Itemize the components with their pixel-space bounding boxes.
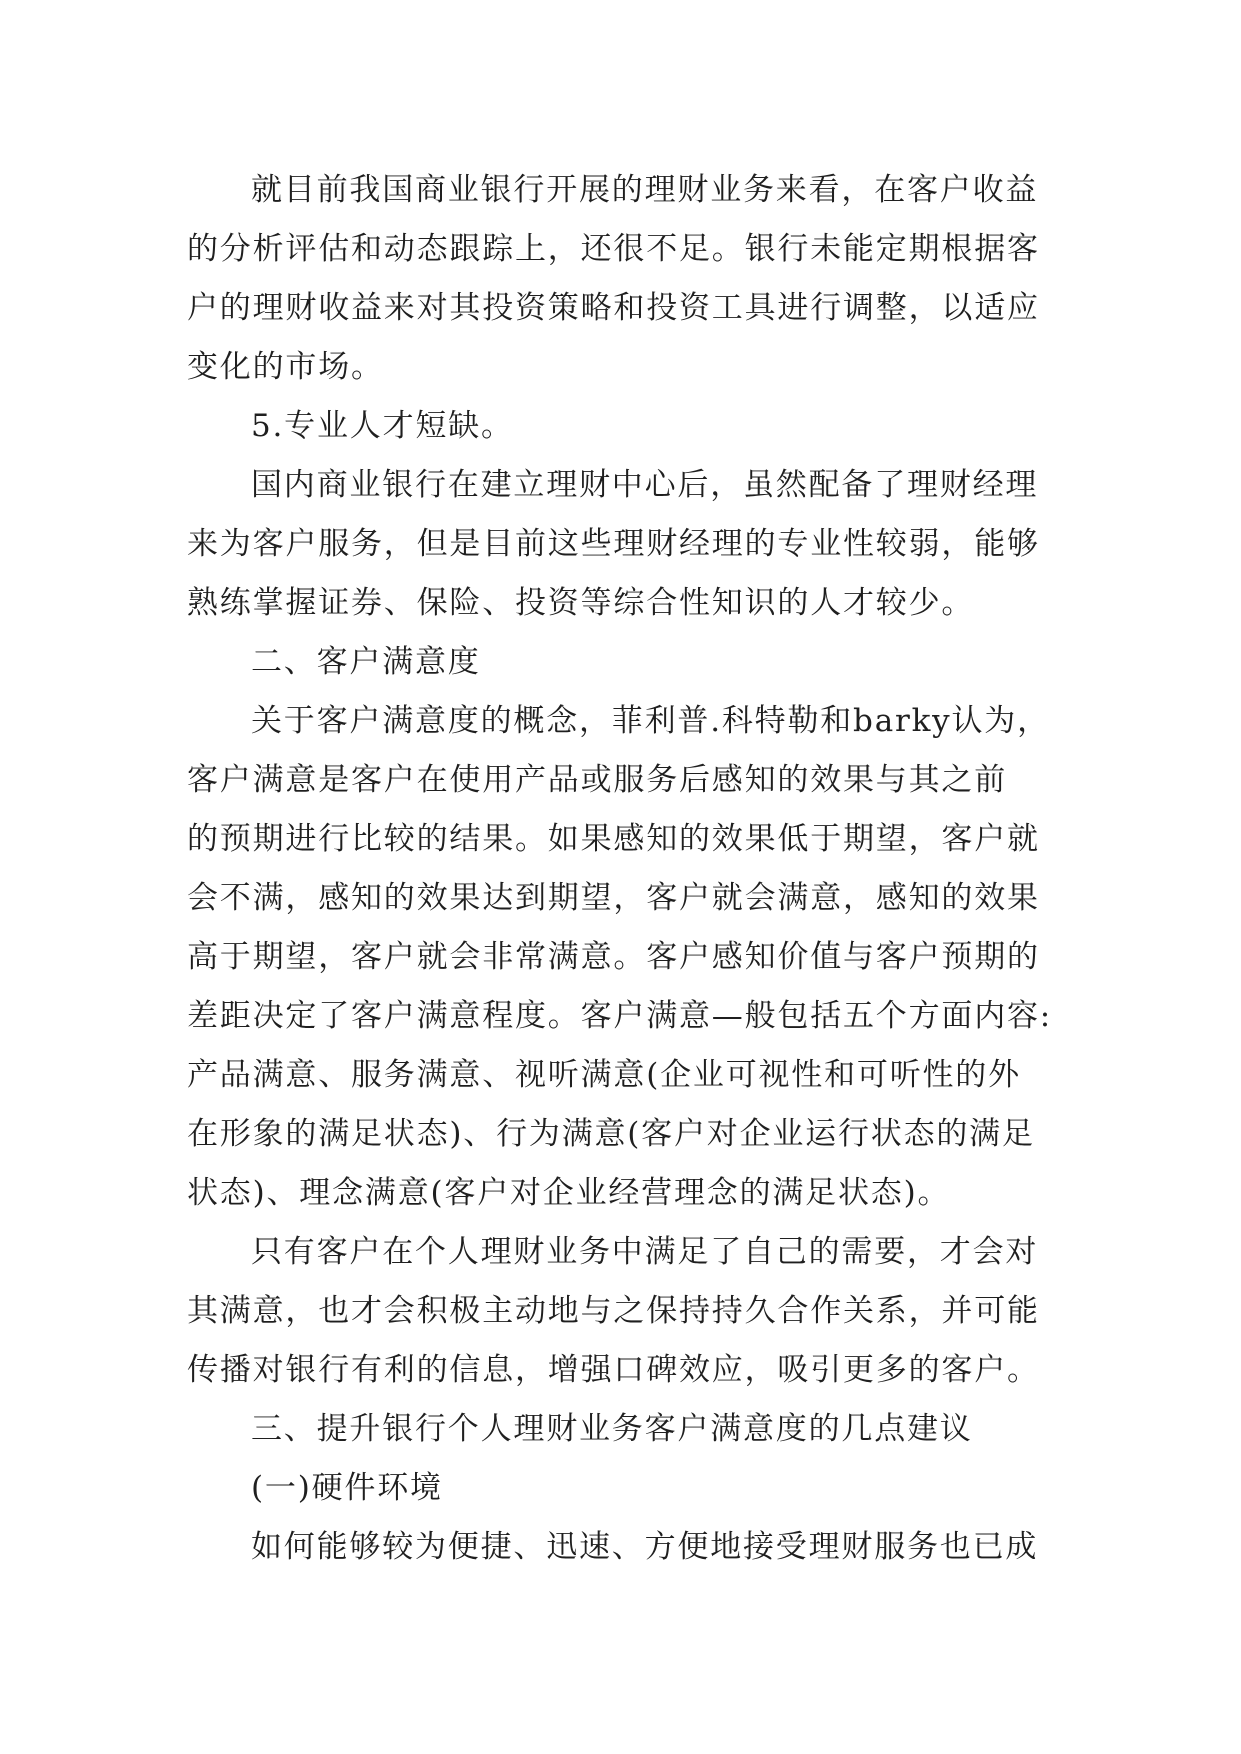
- text-line: 差距决定了客户满意程度。客户满意—般包括五个方面内容:: [187, 998, 1053, 1034]
- text-line: 就目前我国商业银行开展的理财业务来看，在客户收益: [251, 172, 1039, 208]
- text-line: 状态)、理念满意(客户对企业经营理念的满足状态)。: [187, 1175, 951, 1211]
- text-line: 户的理财收益来对其投资策略和投资工具进行调整，以适应: [187, 290, 1040, 326]
- text-line: 熟练掌握证券、保险、投资等综合性知识的人才较少。: [187, 585, 975, 621]
- text-line: 如何能够较为便捷、迅速、方便地接受理财服务也已成: [251, 1529, 1039, 1565]
- text-line: 的分析评估和动态跟踪上，还很不足。银行未能定期根据客: [187, 231, 1040, 267]
- document-body: [187, 161, 1067, 1577]
- text-line: 传播对银行有利的信息，增强口碑效应，吸引更多的客户。: [187, 1352, 1040, 1388]
- section-heading: 三、提升银行个人理财业务客户满意度的几点建议: [251, 1411, 973, 1447]
- text-line: 其满意，也才会积极主动地与之保持持久合作关系，并可能: [187, 1293, 1040, 1329]
- text-line: 关于客户满意度的概念，菲利普.科特勒和barky认为，: [251, 703, 1050, 739]
- text-line: 来为客户服务，但是目前这些理财经理的专业性较弱，能够: [187, 526, 1040, 562]
- text-line: 国内商业银行在建立理财中心后，虽然配备了理财经理: [251, 467, 1039, 503]
- text-line: 变化的市场。: [187, 349, 384, 385]
- text-line: 产品满意、服务满意、视听满意(企业可视性和可听性的外: [187, 1057, 1021, 1093]
- section-heading: 二、客户满意度: [251, 644, 481, 680]
- subsection-heading: (一)硬件环境: [251, 1470, 443, 1506]
- text-line: 客户满意是客户在使用产品或服务后感知的效果与其之前: [187, 762, 1007, 798]
- text-line: 在形象的满足状态)、行为满意(客户对企业运行状态的满足: [187, 1116, 1035, 1152]
- text-line: 的预期进行比较的结果。如果感知的效果低于期望，客户就: [187, 821, 1040, 857]
- section-heading: 5.专业人才短缺。: [251, 408, 514, 444]
- text-line: 高于期望，客户就会非常满意。客户感知价值与客户预期的: [187, 939, 1040, 975]
- text-line: 只有客户在个人理财业务中满足了自己的需要，才会对: [251, 1234, 1039, 1270]
- text-line: 会不满，感知的效果达到期望，客户就会满意，感知的效果: [187, 880, 1040, 916]
